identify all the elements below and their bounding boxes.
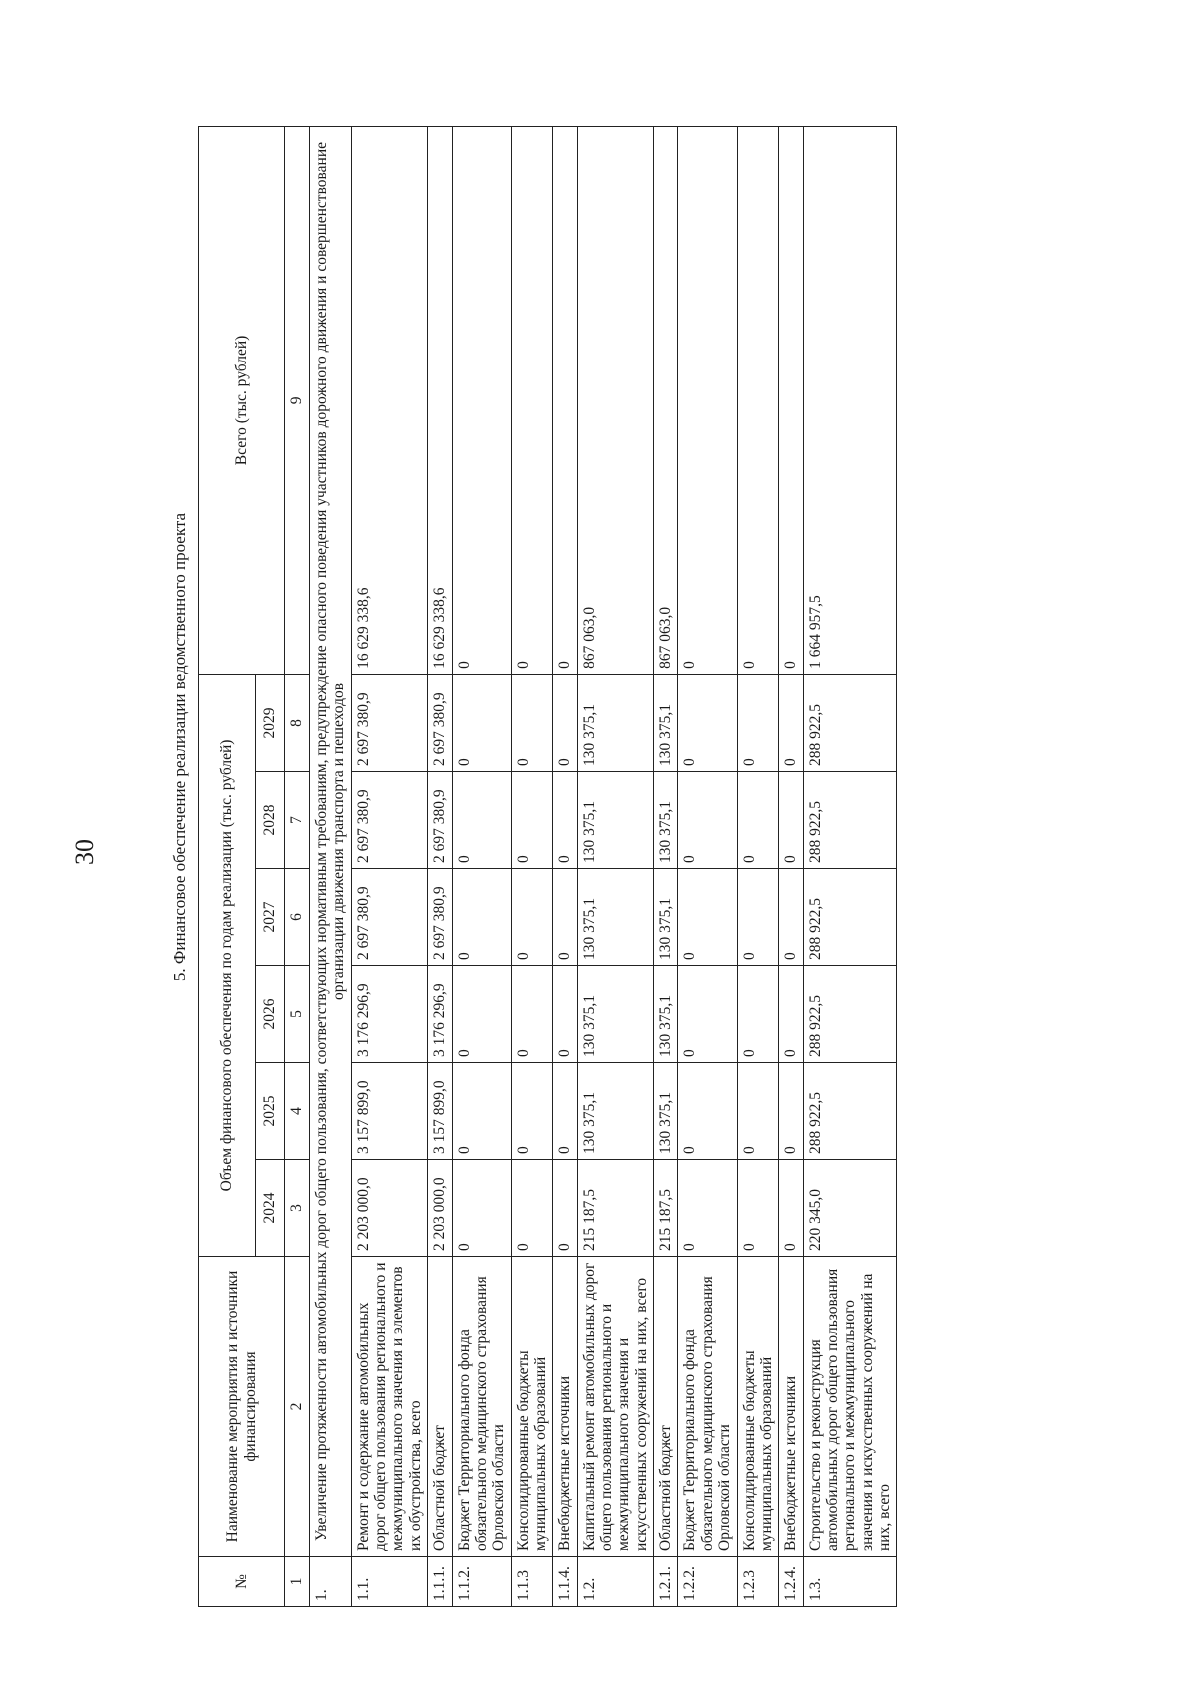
row-value: 2 697 380,9 — [351, 772, 427, 869]
row-value: 0 — [553, 966, 577, 1063]
row-value: 130 375,1 — [577, 869, 653, 966]
header-year: 2027 — [256, 869, 285, 966]
row-value: 0 — [553, 869, 577, 966]
row-value: 2 697 380,9 — [428, 674, 452, 771]
table-row — [678, 126, 737, 1606]
row-value: 0 — [737, 772, 779, 869]
row-number: 1.3. — [803, 1557, 897, 1607]
row-value: 0 — [779, 1063, 803, 1160]
row-value: 0 — [452, 772, 511, 869]
column-number: 6 — [285, 869, 310, 966]
row-value: 130 375,1 — [654, 772, 678, 869]
header-year: 2026 — [256, 966, 285, 1063]
row-value: 0 — [779, 674, 803, 771]
row-value: 0 — [511, 966, 553, 1063]
row-value: 0 — [779, 966, 803, 1063]
row-value: 0 — [779, 869, 803, 966]
header-total: Всего (тыс. рублей) — [199, 126, 285, 674]
header-num: № — [199, 1557, 285, 1607]
column-number: 7 — [285, 772, 310, 869]
row-total: 0 — [779, 126, 803, 674]
row-value: 0 — [452, 966, 511, 1063]
row-value: 0 — [452, 674, 511, 771]
row-value: 0 — [737, 966, 779, 1063]
table-row — [737, 126, 779, 1606]
row-number: 1.2.2. — [678, 1557, 737, 1607]
row-value: 288 922,5 — [803, 674, 897, 771]
row-value: 0 — [779, 1160, 803, 1257]
row-number: 1.1.3 — [511, 1557, 553, 1607]
row-name: Внебюджетные источники — [553, 1257, 577, 1557]
column-number: 5 — [285, 966, 310, 1063]
row-number: 1.2.4. — [779, 1557, 803, 1607]
row-total: 0 — [737, 126, 779, 674]
header-year: 2025 — [256, 1063, 285, 1160]
row-total: 0 — [678, 126, 737, 674]
row-total: 0 — [452, 126, 511, 674]
header-name: Наименование мероприятия и источники финансирования — [199, 1257, 285, 1557]
row-name: Областной бюджет — [428, 1257, 452, 1557]
row-value: 3 176 296,9 — [351, 966, 427, 1063]
column-number: 3 — [285, 1160, 310, 1257]
row-value: 0 — [737, 1063, 779, 1160]
column-number: 2 — [285, 1257, 310, 1557]
table-row — [577, 126, 653, 1606]
goal-row — [310, 126, 352, 1606]
table-row — [351, 126, 427, 1606]
row-value: 3 176 296,9 — [428, 966, 452, 1063]
goal-number: 1. — [310, 1557, 352, 1607]
row-value: 0 — [678, 772, 737, 869]
row-number: 1.1. — [351, 1557, 427, 1607]
row-value: 0 — [511, 674, 553, 771]
row-name: Консолидированные бюджеты муниципальных образований — [511, 1257, 553, 1557]
row-value: 0 — [737, 674, 779, 771]
row-value: 0 — [511, 1160, 553, 1257]
table-row — [654, 126, 678, 1606]
row-value: 0 — [779, 772, 803, 869]
row-name: Бюджет Территориального фонда обязательного медицинского страхования Орловской области — [452, 1257, 511, 1557]
row-value: 0 — [737, 869, 779, 966]
row-value: 130 375,1 — [654, 966, 678, 1063]
row-value: 0 — [511, 772, 553, 869]
page-number: 30 — [70, 839, 99, 865]
goal-text: Увеличение протяженности автомобильных дорог общего пользования, соответствующих нормативным требованиям, предупреждение опасного поведения участников дорожного движения и совершенствование организации движения транспорта и пешеходов — [310, 126, 352, 1556]
table-row — [553, 126, 577, 1606]
row-value: 215 187,5 — [654, 1160, 678, 1257]
row-value: 0 — [511, 1063, 553, 1160]
row-value: 0 — [678, 1160, 737, 1257]
row-value: 288 922,5 — [803, 966, 897, 1063]
header-year: 2029 — [256, 674, 285, 771]
row-value: 130 375,1 — [654, 674, 678, 771]
table-row — [428, 126, 452, 1606]
row-value: 0 — [452, 1063, 511, 1160]
row-number: 1.2. — [577, 1557, 653, 1607]
row-value: 130 375,1 — [577, 772, 653, 869]
row-total: 1 664 957,5 — [803, 126, 897, 674]
section-title: 5. Финансовое обеспечение реализации ведомственного проекта — [170, 512, 189, 982]
row-name: Консолидированные бюджеты муниципальных образований — [737, 1257, 779, 1557]
row-name: Капитальный ремонт автомобильных дорог общего пользования регионального и межмуниципального значения и искусственных сооружений на них, всего — [577, 1257, 653, 1557]
row-value: 0 — [553, 772, 577, 869]
row-value: 0 — [553, 1063, 577, 1160]
row-value: 0 — [452, 1160, 511, 1257]
row-total: 0 — [553, 126, 577, 674]
column-number: 4 — [285, 1063, 310, 1160]
row-total: 867 063,0 — [654, 126, 678, 674]
row-value: 0 — [511, 869, 553, 966]
row-value: 0 — [678, 966, 737, 1063]
row-value: 3 157 899,0 — [351, 1063, 427, 1160]
row-value: 3 157 899,0 — [428, 1063, 452, 1160]
table-row — [511, 126, 553, 1606]
row-total: 0 — [511, 126, 553, 674]
row-value: 0 — [678, 1063, 737, 1160]
row-number: 1.2.1. — [654, 1557, 678, 1607]
row-value: 0 — [678, 674, 737, 771]
row-value: 2 697 380,9 — [428, 772, 452, 869]
row-value: 2 203 000,0 — [351, 1160, 427, 1257]
row-value: 2 203 000,0 — [428, 1160, 452, 1257]
row-value: 0 — [452, 869, 511, 966]
row-value: 0 — [553, 1160, 577, 1257]
table-row — [803, 126, 897, 1606]
row-total: 867 063,0 — [577, 126, 653, 674]
row-value: 288 922,5 — [803, 1063, 897, 1160]
header-year: 2028 — [256, 772, 285, 869]
row-name: Строительство и реконструкция автомобильных дорог общего пользования регионального и межмуниципального значения и искусственных сооружений на них, всего — [803, 1257, 897, 1557]
column-number: 9 — [285, 126, 310, 674]
row-number: 1.1.4. — [553, 1557, 577, 1607]
row-value: 2 697 380,9 — [351, 674, 427, 771]
header-year: 2024 — [256, 1160, 285, 1257]
row-value: 130 375,1 — [577, 674, 653, 771]
row-total: 16 629 338,6 — [428, 126, 452, 674]
row-value: 2 697 380,9 — [428, 869, 452, 966]
row-value: 130 375,1 — [654, 1063, 678, 1160]
table-row — [452, 126, 511, 1606]
row-value: 0 — [678, 869, 737, 966]
row-number: 1.1.2. — [452, 1557, 511, 1607]
financing-table — [198, 126, 897, 1607]
row-number: 1.1.1. — [428, 1557, 452, 1607]
column-number: 8 — [285, 674, 310, 771]
row-value: 0 — [737, 1160, 779, 1257]
row-name: Бюджет Территориального фонда обязательного медицинского страхования Орловской области — [678, 1257, 737, 1557]
row-value: 215 187,5 — [577, 1160, 653, 1257]
row-value: 2 697 380,9 — [351, 869, 427, 966]
row-total: 16 629 338,6 — [351, 126, 427, 674]
row-number: 1.2.3 — [737, 1557, 779, 1607]
row-name: Внебюджетные источники — [779, 1257, 803, 1557]
row-value: 220 345,0 — [803, 1160, 897, 1257]
table-row — [779, 126, 803, 1606]
row-value: 0 — [553, 674, 577, 771]
column-number: 1 — [285, 1557, 310, 1607]
row-value: 130 375,1 — [577, 1063, 653, 1160]
header-volume: Объем финансового обеспечения по годам реализации (тыс. рублей) — [199, 674, 256, 1256]
row-name: Областной бюджет — [654, 1257, 678, 1557]
row-value: 130 375,1 — [654, 869, 678, 966]
row-value: 288 922,5 — [803, 772, 897, 869]
row-value: 130 375,1 — [577, 966, 653, 1063]
row-value: 288 922,5 — [803, 869, 897, 966]
row-name: Ремонт и содержание автомобильных дорог общего пользования регионального и межмуниципального значения и элементов их обустройства, всего — [351, 1257, 427, 1557]
